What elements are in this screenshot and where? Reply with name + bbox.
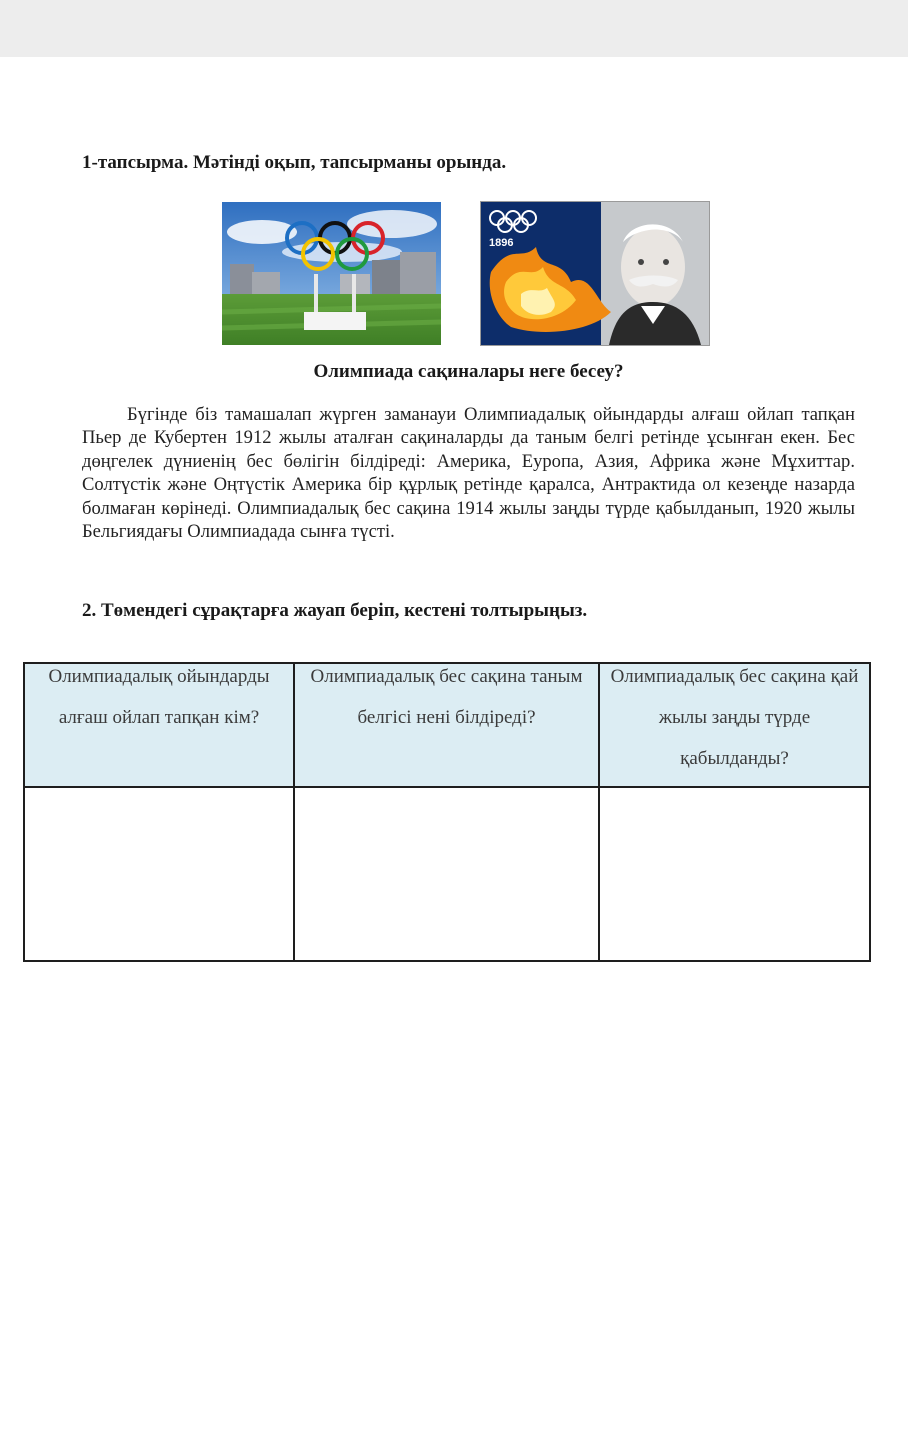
browser-top-bar [0, 0, 908, 57]
question-inventor: Олимпиадалық ойындарды алғаш ойлап тапқан кім? [48, 666, 270, 728]
answer-cell-inventor[interactable] [24, 787, 294, 961]
question-meaning: Олимпиадалық бес сақина таным белгісі нені білдіреді? [310, 666, 583, 728]
task1-heading: 1-тапсырма. Мәтінді оқып, тапсырманы орында. [82, 152, 507, 173]
question-year: Олимпиадалық бес сақина қай жылы заңды түрде қабылданды? [610, 666, 859, 769]
table-answer-row [24, 787, 870, 961]
table-header-cell [24, 663, 294, 787]
task2-heading: 2. Төмендегі сұрақтарға жауап беріп, кестені толтырыңыз. [82, 600, 588, 621]
answer-table [23, 662, 871, 962]
answer-cell-year[interactable] [599, 787, 870, 961]
coubertin-flame-photo [481, 202, 709, 345]
article-title: Олимпиада сақиналары неге бесеу? [313, 361, 624, 382]
olympic-rings-park-photo [222, 202, 441, 345]
answer-cell-meaning[interactable] [294, 787, 599, 961]
year-1896-label: 1896 [489, 237, 514, 249]
table-header-cell [599, 663, 870, 787]
article-body: Бүгінде біз тамашалап жүрген заманауи Олимпиадалық ойындарды алғаш ойлап тапқан Пьер де Кубертен 1912 жылы аталған сақиналарды да таным белгі ретінде ұсынған екен. Бес дөңгелек дүниенің бес бөлігін білдіреді: Америка, Еуропа, Азия, Африка және Мұхиттар. Солтүстік және Оңтүстік Америка бір құрлық ретінде қаралса, Антрактида ол кезеңде назарда болмаған көрінеді. Олимпиадалық бес сақина 1914 жылы заңды түрде қабылданып, 1920 жылы Бельгиядағы Олимпиадада сынға түсті. [82, 404, 855, 543]
table-header-row [24, 663, 870, 787]
table-header-cell [294, 663, 599, 787]
